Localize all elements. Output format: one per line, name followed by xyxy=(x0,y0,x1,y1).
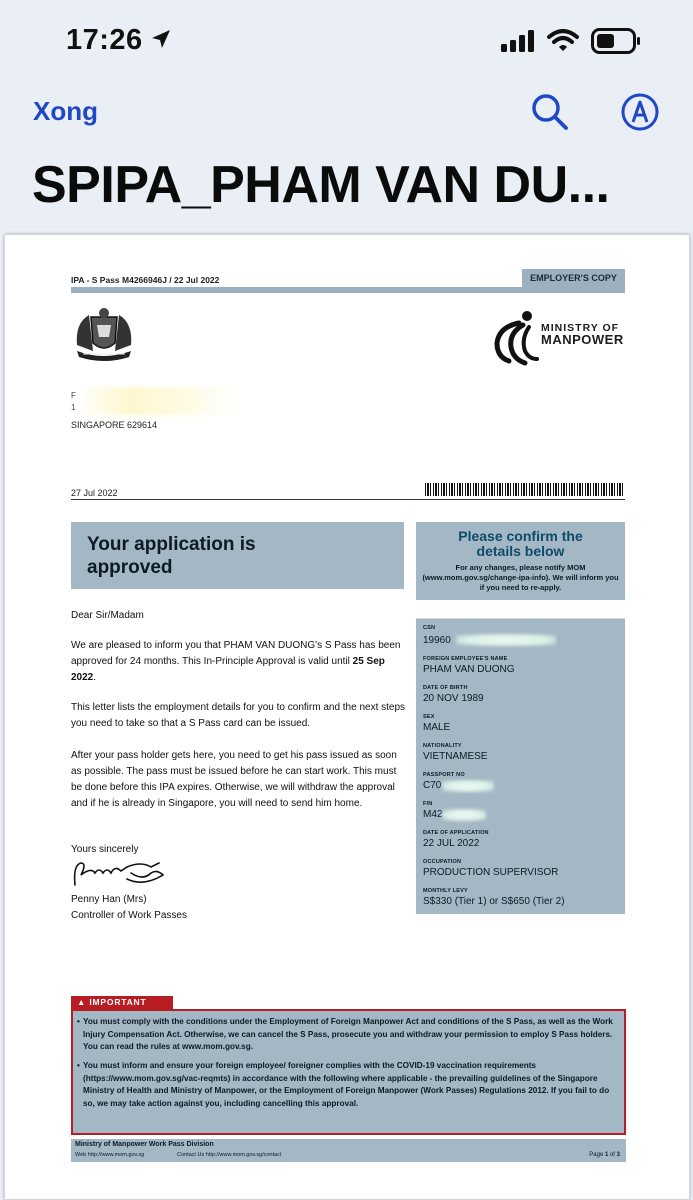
ministry-of-manpower-logo-icon xyxy=(489,309,541,374)
detail-value-nationality: VIETNAMESE xyxy=(423,751,488,762)
detail-label-nationality: NATIONALITY xyxy=(423,743,462,749)
barcode xyxy=(425,483,625,496)
markup-pen-icon[interactable] xyxy=(620,92,660,137)
footer-web-label: Web xyxy=(75,1152,87,1158)
redaction-mark xyxy=(456,634,556,646)
closing: Yours sincerely xyxy=(71,844,139,855)
document-title-bar xyxy=(0,145,693,230)
bullet-icon: • xyxy=(77,1061,80,1070)
detail-label-dob: DATE OF BIRTH xyxy=(423,685,468,691)
detail-label-fin: FIN xyxy=(423,801,433,807)
page-current: 1 xyxy=(604,1152,609,1158)
bullet-icon: • xyxy=(77,1017,80,1026)
details-top-rule xyxy=(416,618,625,619)
paragraph-details: This letter lists the employment details for you to confirm and the next steps you need to take so that a S Pass card can be issued. xyxy=(71,702,406,729)
battery-icon xyxy=(591,28,641,59)
signature xyxy=(71,857,167,896)
footer-contact-link[interactable]: http://www.mom.gov.sg/contact xyxy=(205,1152,282,1158)
footer-contact-label: Contact Us xyxy=(177,1152,205,1158)
detail-value-levy: S$330 (Tier 1) or S$650 (Tier 2) xyxy=(423,896,565,907)
footer-web-link[interactable]: http://www.mom.gov.sg xyxy=(87,1152,145,1158)
detail-label-levy: MONTHLY LEVY xyxy=(423,888,468,894)
detail-value-fin: M42 xyxy=(423,809,443,820)
important-label: IMPORTANT xyxy=(89,997,147,1007)
detail-label-occupation: OCCUPATION xyxy=(423,859,462,865)
important-item-text: You must inform and ensure your foreign employee/ foreigner complies with the COVID-19 vaccination requirements (https://www.mom.gov.sg/vac-reqmts) in accordance with the following where applicable - the prevailing guidelines of the Singapore Ministry of Health and Ministry of Manpower, or the Employment of Foreign Manpower (Work Passes) Regulations 2012. If you fail to do so, we may take action against you, including cancelling this approval. xyxy=(83,1061,610,1108)
cellular-signal-icon xyxy=(501,30,535,57)
address-line-2: 1 xyxy=(71,403,76,412)
done-button[interactable]: Xong xyxy=(33,96,98,126)
paragraph-approval-text: We are pleased to inform you that PHAM VAN DUONG's S Pass has been approved for 24 months. This In-Principle Approval is valid until xyxy=(71,640,401,667)
document-title: SPIPA_PHAM VAN DU... xyxy=(32,156,610,214)
footer-division: Ministry of Manpower Work Pass Division xyxy=(75,1141,214,1148)
singapore-crest-icon xyxy=(71,305,137,368)
validity-date: 25 Sep 2022 xyxy=(71,656,385,683)
search-icon[interactable] xyxy=(530,92,570,137)
footer-contact xyxy=(177,1152,281,1158)
ministry-line-1: MINISTRY OF xyxy=(541,322,620,334)
confirm-details-banner xyxy=(416,522,625,600)
important-item xyxy=(77,1060,619,1110)
ministry-name xyxy=(541,323,624,345)
page-footer xyxy=(71,1139,626,1162)
detail-value-sex: MALE xyxy=(423,722,451,733)
employee-details-panel xyxy=(416,618,625,914)
nav-bar xyxy=(0,80,693,145)
important-notice xyxy=(71,1009,626,1135)
detail-value-occupation: PRODUCTION SUPERVISOR xyxy=(423,867,559,878)
detail-label-passport: PASSPORT NO xyxy=(423,772,465,778)
header-rule xyxy=(71,287,625,293)
signer-title: Controller of Work Passes xyxy=(71,910,187,921)
ministry-line-2: MANPOWER xyxy=(541,332,624,347)
pdf-page[interactable] xyxy=(4,234,690,1200)
employer-copy-badge: EMPLOYER'S COPY xyxy=(522,269,625,287)
address-city: SINGAPORE 629614 xyxy=(71,420,158,430)
page-prefix: Page xyxy=(589,1152,604,1158)
detail-label-csn: CSN xyxy=(423,625,436,631)
redaction-mark xyxy=(442,780,494,792)
confirm-title: Please confirm the details below xyxy=(458,528,583,559)
important-item-text: You must comply with the conditions under the Employment of Foreign Manpower Act and conditions of the S Pass, as well as the Work Injury Compensation Act. Otherwise, we can cancel the S Pass, prosecute you and withdraw your permission to employ S Pass holders. You can read the rules at www.mom.gov.sg. xyxy=(83,1017,613,1051)
status-time: 17:26 xyxy=(66,24,143,56)
redaction-mark xyxy=(442,809,486,821)
ipa-reference: IPA - S Pass M4266946J / 22 Jul 2022 xyxy=(71,275,220,285)
important-tag xyxy=(71,996,173,1009)
approved-banner xyxy=(71,522,404,589)
important-item xyxy=(77,1016,619,1054)
redaction-mark xyxy=(85,387,235,415)
detail-value-csn: 19960 xyxy=(423,635,451,646)
page-total: 3 xyxy=(616,1152,620,1158)
detail-value-application-date: 22 JUL 2022 xyxy=(423,838,480,849)
confirm-note: For any changes, please notify MOM (www.mom.gov.sg/change-ipa-info). We will inform you if you need to re-apply. xyxy=(422,563,619,592)
status-bar xyxy=(0,0,693,80)
page-of: of xyxy=(609,1152,615,1158)
footer-page-number xyxy=(589,1152,620,1158)
wifi-icon xyxy=(547,29,579,58)
warning-icon: ▲ xyxy=(77,997,87,1007)
detail-label-name: FOREIGN EMPLOYEE'S NAME xyxy=(423,656,508,662)
detail-value-name: PHAM VAN DUONG xyxy=(423,664,515,675)
detail-value-dob: 20 NOV 1989 xyxy=(423,693,484,704)
signer-name: Penny Han (Mrs) xyxy=(71,894,147,905)
greeting: Dear Sir/Madam xyxy=(71,610,144,621)
paragraph-approval xyxy=(71,638,407,686)
paragraph-arrival: After your pass holder gets here, you need to get his pass issued as soon as possible. The pass must be issued before he can start work. This must be done before this IPA expires. Otherwise, we will withdraw the approval and if he is already in Singapore, you will need to send him home. xyxy=(71,750,397,809)
approved-heading: Your application is approved xyxy=(87,534,256,578)
detail-label-sex: SEX xyxy=(423,714,435,720)
footer-web xyxy=(75,1152,144,1158)
address-line-1: F xyxy=(71,391,76,400)
date-rule xyxy=(71,499,625,500)
letter-date: 27 Jul 2022 xyxy=(71,488,118,498)
location-arrow-icon xyxy=(150,28,172,55)
detail-value-passport: C70 xyxy=(423,780,442,791)
detail-label-application-date: DATE OF APPLICATION xyxy=(423,830,489,836)
paragraph-approval-end: . xyxy=(93,672,97,683)
